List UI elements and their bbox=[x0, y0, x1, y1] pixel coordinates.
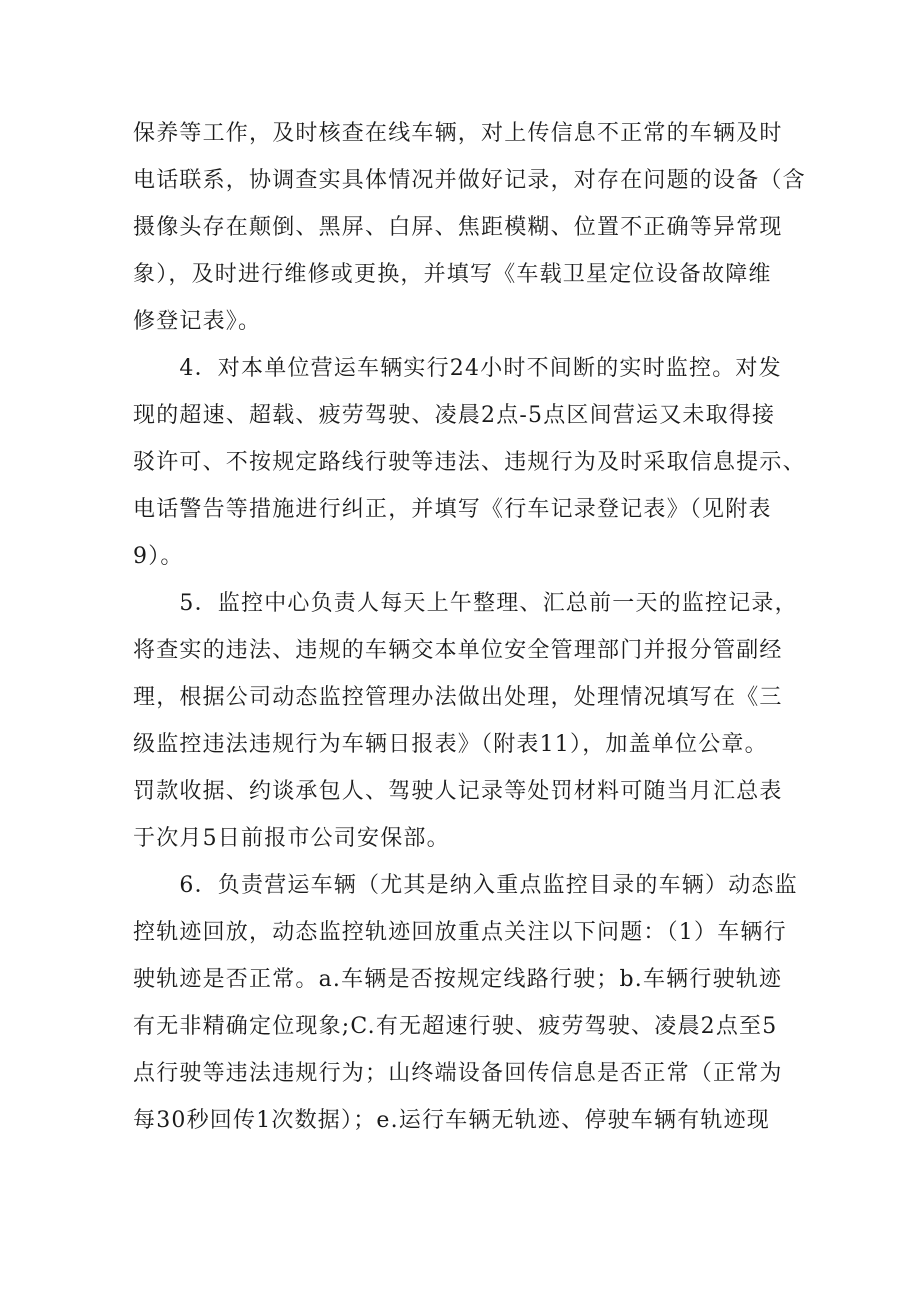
text-line: 将查实的违法、违规的车辆交本单位安全管理部门并报分管副经 bbox=[133, 638, 783, 663]
text-line: 修登记表》。 bbox=[133, 309, 262, 334]
text-line: 9）。 bbox=[133, 544, 184, 569]
text-line: 点行驶等违法违规行为；山终端设备回传信息是否正常（正常为 bbox=[133, 1061, 783, 1086]
document-body bbox=[133, 110, 806, 1144]
text-line: 象），及时进行维修或更换，并填写《车载卫星定位设备故障维 bbox=[133, 262, 772, 287]
text-line: 控轨迹回放，动态监控轨迹回放重点关注以下问题：（1）车辆行 bbox=[133, 920, 787, 945]
text-line: 5．监控中心负责人每天上午整理、汇总前一天的监控记录， bbox=[133, 591, 798, 616]
text-line: 保养等工作，及时核查在线车辆，对上传信息不正常的车辆及时 bbox=[133, 121, 783, 146]
paragraph-item-4 bbox=[133, 345, 806, 580]
text-line: 罚款收据、约谈承包人、驾驶人记录等处罚材料可随当月汇总表 bbox=[133, 779, 783, 804]
paragraph-continuation bbox=[133, 110, 806, 345]
paragraph-item-5 bbox=[133, 580, 798, 862]
text-line: 有无非精确定位现象;C.有无超速行驶、疲劳驾驶、凌晨2点至5 bbox=[133, 1014, 778, 1039]
text-line: 级监控违法违规行为车辆日报表》（附表11），加盖单位公章。 bbox=[133, 732, 768, 757]
text-line: 于次月5日前报市公司安保部。 bbox=[133, 826, 450, 851]
text-line: 电话联系，协调查实具体情况并做好记录，对存在问题的设备（含 bbox=[133, 168, 806, 193]
text-line: 驳许可、不按规定路线行驶等违法、违规行为及时采取信息提示、 bbox=[133, 450, 806, 475]
text-line: 摄像头存在颠倒、黑屏、白屏、焦距模糊、位置不正确等异常现 bbox=[133, 215, 783, 240]
paragraph-item-6 bbox=[133, 862, 798, 1144]
text-line: 每30秒回传1次数据）；e.运行车辆无轨迹、停驶车辆有轨迹现 bbox=[133, 1108, 771, 1133]
text-line: 6．负责营运车辆（尤其是纳入重点监控目录的车辆）动态监 bbox=[133, 873, 798, 898]
text-line: 电话警告等措施进行纠正，并填写《行车记录登记表》（见附表 bbox=[133, 497, 772, 522]
text-line: 现的超速、超载、疲劳驾驶、凌晨2点-5点区间营运又未取得接 bbox=[133, 403, 776, 428]
text-line: 驶轨迹是否正常。a.车辆是否按规定线路行驶；b.车辆行驶轨迹 bbox=[133, 967, 783, 992]
text-line: 理，根据公司动态监控管理办法做出处理，处理情况填写在《三 bbox=[133, 685, 783, 710]
text-line: 4．对本单位营运车辆实行24小时不间断的实时监控。对发 bbox=[133, 356, 782, 381]
